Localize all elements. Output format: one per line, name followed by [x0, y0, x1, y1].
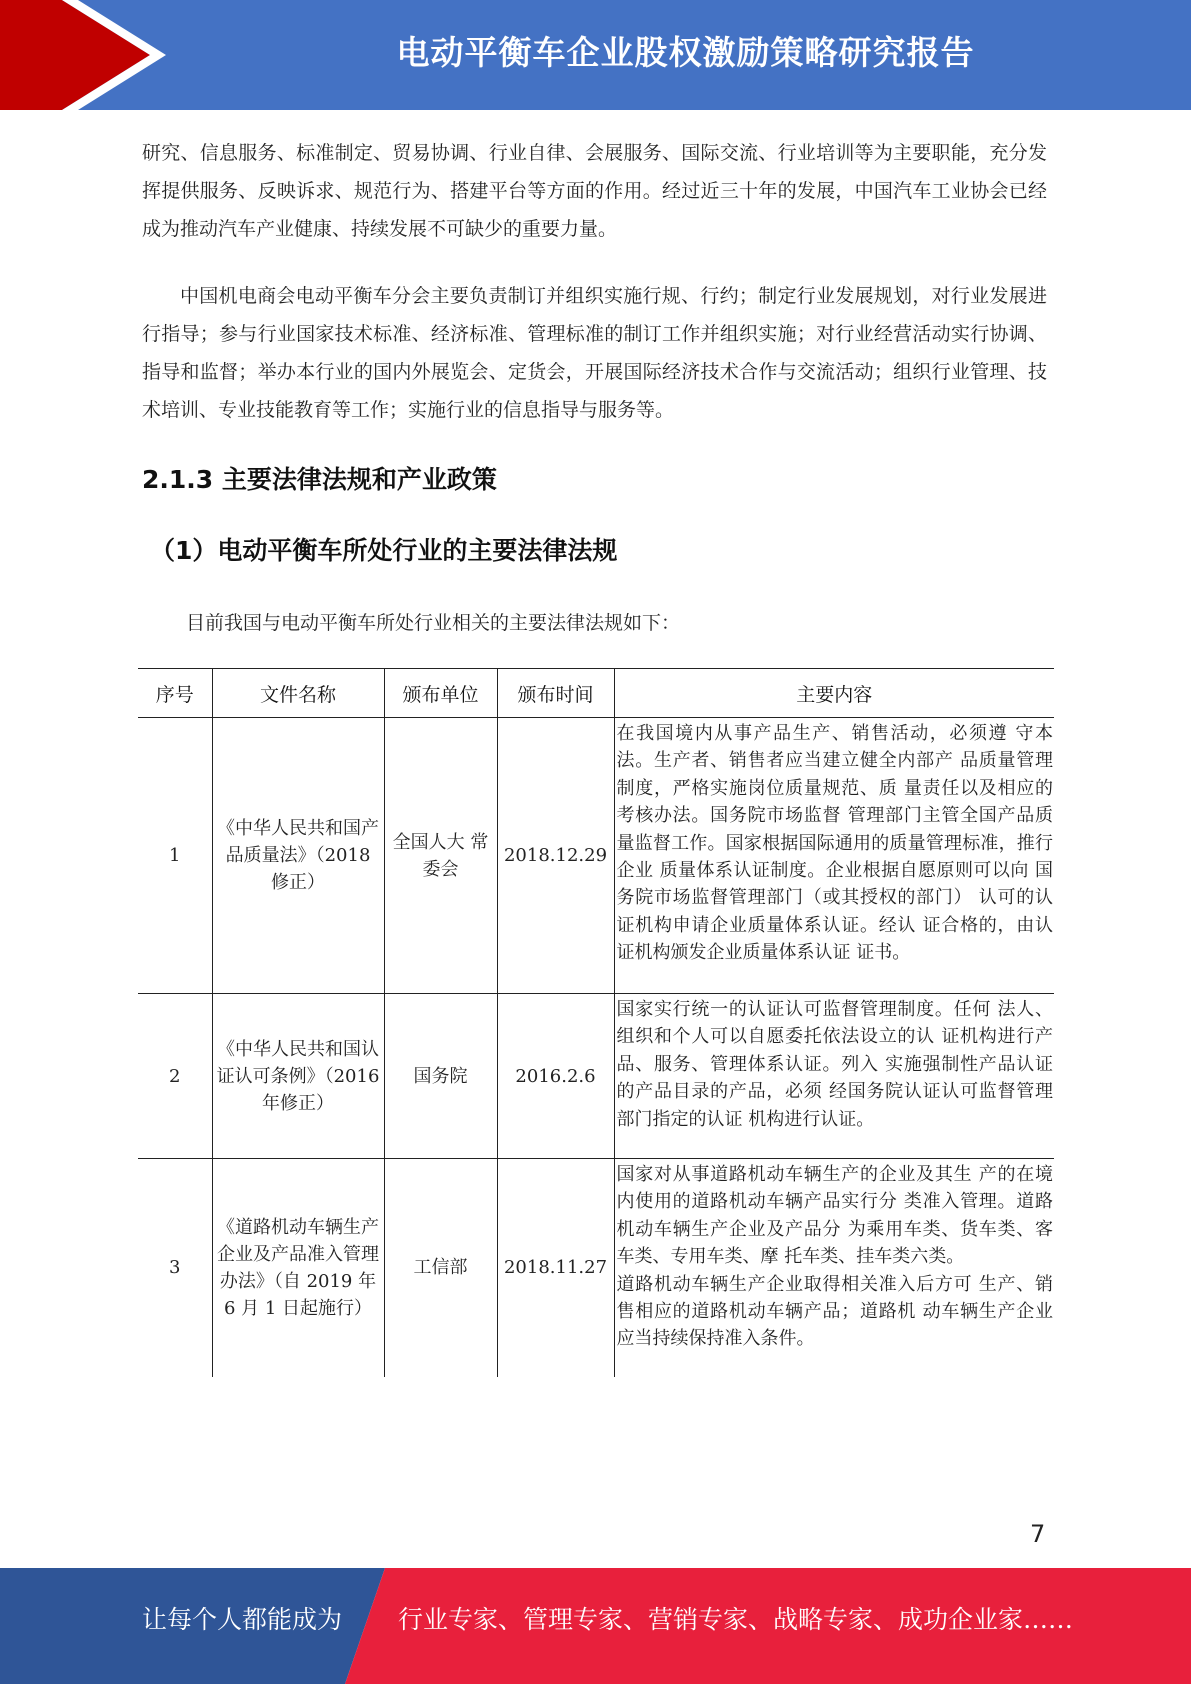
cell-content: 国家实行统一的认证认可监督管理制度。任何 法人、组织和个人可以自愿委托依法设立的认 证机构进行产品、服务、管理体系认证。列入 实施强制性产品认证的产品目录的产品，必须 经国务院认证认可监督管理部门指定的认证 机构进行认证。 [614, 994, 1054, 1159]
page-number: 7 [1030, 1520, 1046, 1548]
cell-no: 3 [138, 1159, 212, 1377]
header-name: 文件名称 [212, 669, 384, 718]
cell-name: 《中华人民共和国认证认可条例》（2016 年修正） [212, 994, 384, 1159]
cell-name: 《中华人民共和国产品质量法》（2018 修正） [212, 718, 384, 994]
cell-issuer: 国务院 [384, 994, 497, 1159]
cell-issuer: 工信部 [384, 1159, 497, 1377]
cell-date: 2018.12.29 [497, 718, 614, 994]
footer-slogan-left: 让每个人都能成为 [142, 1605, 343, 1634]
footer-slogan-right: 行业专家、管理专家、营销专家、战略专家、成功企业家…… [398, 1605, 1074, 1634]
subsection-heading: （1）电动平衡车所处行业的主要法律法规 [150, 536, 618, 565]
header-no: 序号 [138, 669, 212, 718]
laws-table [138, 668, 1054, 1377]
report-title: 电动平衡车企业股权激励策略研究报告 [396, 33, 975, 72]
table-row [138, 1159, 1054, 1377]
cell-content: 在我国境内从事产品生产、销售活动，必须遵 守本法。生产者、销售者应当建立健全内部产 品质量管理制度，严格实施岗位质量规范、质 量责任以及相应的考核办法。国务院市场监督 管理部门主管全国产品质量监督工作。国家根据国际通用的质量管理标准，推行企业 质量体系认证制度。企业根据自愿原则可以向 国务院市场监督管理部门（或其授权的部门） 认可的认证机构申请企业质量体系认证。经认 证合格的，由认证机构颁发企业质量体系认证 证书。 [614, 718, 1054, 994]
header-date: 颁布时间 [497, 669, 614, 718]
table-row [138, 994, 1054, 1159]
paragraph-2: 中国机电商会电动平衡车分会主要负责制订并组织实施行规、行约；制定行业发展规划，对行业发展进行指导；参与行业国家技术标准、经济标准、管理标准的制订工作并组织实施；对行业经营活动实行协调、指导和监督；举办本行业的国内外展览会、定货会，开展国际经济技术合作与交流活动；组织行业管理、技术培训、专业技能教育等工作；实施行业的信息指导与服务等。 [142, 285, 1047, 421]
table-row [138, 718, 1054, 994]
cell-content-part-2: 道路机动车辆生产企业取得相关准入后方可 生产、销售相应的道路机动车辆产品；道路机 动车辆生产企业应当持续保持准入条件。 [616, 1273, 1053, 1350]
header-issuer: 颁布单位 [384, 669, 497, 718]
table-intro: 目前我国与电动平衡车所处行业相关的主要法律法规如下： [186, 612, 681, 634]
table-header-row [138, 669, 1054, 718]
cell-date: 2018.11.27 [497, 1159, 614, 1377]
cell-name: 《道路机动车辆生产企业及产品准入管理办法》（自 2019 年 6 月 1 日起施行） [212, 1159, 384, 1377]
cell-no: 2 [138, 994, 212, 1159]
section-heading: 2.1.3 主要法律法规和产业政策 [142, 465, 497, 494]
cell-content-part-1: 国家对从事道路机动车辆生产的企业及其生 产的在境内使用的道路机动车辆产品实行分 类准入管理。道路机动车辆生产企业及产品分 为乘用车类、货车类、客车类、专用车类、摩 托车类、挂车类六类。 [616, 1164, 1053, 1268]
cell-content [614, 1159, 1054, 1377]
header-content: 主要内容 [614, 669, 1054, 718]
cell-issuer: 全国人大 常委会 [384, 718, 497, 994]
cell-date: 2016.2.6 [497, 994, 614, 1159]
cell-no: 1 [138, 718, 212, 994]
paragraph-1: 研究、信息服务、标准制定、贸易协调、行业自律、会展服务、国际交流、行业培训等为主要职能，充分发挥提供服务、反映诉求、规范行为、搭建平台等方面的作用。经过近三十年的发展，中国汽车工业协会已经成为推动汽车产业健康、持续发展不可缺少的重要力量。 [142, 142, 1047, 240]
header-banner [0, 0, 1191, 110]
